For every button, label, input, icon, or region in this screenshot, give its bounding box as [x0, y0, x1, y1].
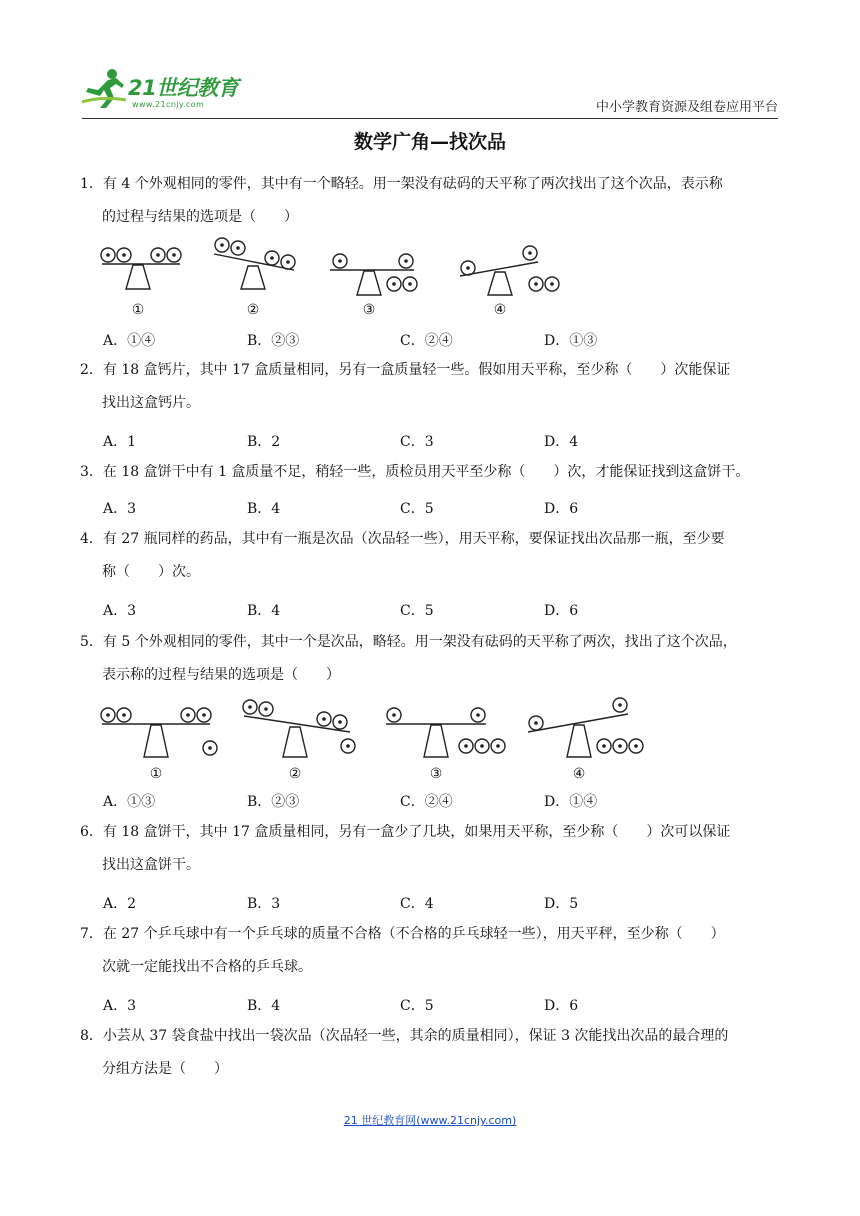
- header-divider: [82, 118, 778, 119]
- option-a[interactable]: A．3: [103, 501, 137, 517]
- question-stem-cont: 分组方法是（ ）: [102, 1061, 228, 1077]
- option-b[interactable]: B．3: [247, 896, 281, 912]
- option-c[interactable]: C．4: [400, 896, 434, 912]
- runner-icon: [82, 66, 128, 110]
- logo-text: 21世纪教育: [128, 76, 239, 100]
- option-a[interactable]: A．1: [103, 434, 137, 450]
- option-b[interactable]: B．2: [247, 434, 281, 450]
- balance-3: [386, 708, 505, 757]
- option-a[interactable]: A．3: [103, 998, 137, 1014]
- options-q7: [103, 995, 763, 1017]
- options-q1: [103, 330, 763, 352]
- platform-name: 中小学教育资源及组卷应用平台: [595, 100, 778, 115]
- balance-3: [330, 254, 417, 295]
- options-q4: [103, 600, 763, 622]
- option-c[interactable]: C．5: [400, 998, 434, 1014]
- question-stem: 8．小芸从 37 袋食盐中找出一袋次品（次品轻一些，其余的质量相同），保证 3 次能找出次品的最合理的: [80, 1028, 729, 1044]
- question-stem: 6．有 18 盒饼干，其中 17 盒质量相同，另有一盒少了几块，如果用天平称，至少称（ ）次可以保证: [80, 824, 731, 840]
- options-q3: [103, 498, 763, 520]
- option-d[interactable]: D．6: [544, 998, 579, 1014]
- question-stem-cont: 的过程与结果的选项是（ ）: [102, 209, 298, 225]
- balance-2: [243, 700, 355, 757]
- balance-1: [101, 248, 181, 289]
- balance-figure-q1: [98, 236, 578, 320]
- figure-label: ①: [131, 302, 145, 318]
- question-3: [80, 456, 780, 489]
- question-stem-cont: 找出这盒饼干。: [102, 857, 200, 873]
- question-7: [80, 918, 780, 984]
- option-b[interactable]: B．4: [247, 603, 281, 619]
- figure-label: ①: [149, 766, 163, 782]
- question-4: [80, 523, 780, 589]
- balance-1: [101, 708, 217, 757]
- balance-4: [528, 698, 643, 757]
- question-stem: 4．有 27 瓶同样的药品，其中有一瓶是次品（次品轻一些），用天平称，要保证找出次品那一瓶，至少要: [80, 531, 725, 547]
- question-stem: 1．有 4 个外观相同的零件，其中有一个略轻。用一架没有砝码的天平称了两次找出了这个次品，表示称: [80, 176, 723, 192]
- question-stem: 2．有 18 盒钙片，其中 17 盒质量相同，另有一盒质量轻一些。假如用天平称，至少称（ ）次能保证: [80, 362, 731, 378]
- option-c[interactable]: C．②④: [400, 794, 453, 810]
- option-d[interactable]: D．6: [544, 603, 579, 619]
- option-d[interactable]: D．6: [544, 501, 579, 517]
- question-5: [80, 626, 780, 692]
- question-8: [80, 1020, 780, 1086]
- option-d[interactable]: D．①③: [544, 333, 598, 349]
- option-b[interactable]: B．4: [247, 501, 281, 517]
- page-title: 数学广角—找次品: [353, 131, 506, 153]
- options-q5: [103, 791, 763, 813]
- option-b[interactable]: B．4: [247, 998, 281, 1014]
- question-stem: 7．在 27 个乒乓球中有一个乒乓球的质量不合格（不合格的乒乓球轻一些），用天平秤，至少称（ ）: [80, 926, 725, 942]
- footer-link[interactable]: 21 世纪教育网(www.21cnjy.com): [343, 1114, 517, 1127]
- question-stem-cont: 表示称的过程与结果的选项是（ ）: [102, 667, 340, 683]
- option-d[interactable]: D．5: [544, 896, 579, 912]
- figure-label: ④: [493, 302, 507, 318]
- option-a[interactable]: A．①③: [103, 794, 156, 810]
- balance-2: [214, 238, 295, 289]
- option-c[interactable]: C．3: [400, 434, 434, 450]
- question-stem-cont: 找出这盒钙片。: [102, 395, 200, 411]
- logo-url: www.21cnjy.com: [132, 100, 205, 109]
- question-stem-cont: 称（ ）次。: [102, 564, 200, 580]
- option-b[interactable]: B．②③: [247, 333, 300, 349]
- option-a[interactable]: A．3: [103, 603, 137, 619]
- balance-figure-q5: [98, 694, 658, 786]
- question-stem: 5．有 5 个外观相同的零件，其中一个是次品，略轻。用一架没有砝码的天平称了两次，找出了这个次品，: [80, 634, 737, 650]
- option-c[interactable]: C．②④: [400, 333, 453, 349]
- question-stem-cont: 次就一定能找出不合格的乒乓球。: [102, 959, 312, 975]
- figure-label: ③: [362, 302, 376, 318]
- figure-label: ②: [288, 766, 302, 782]
- option-d[interactable]: D．4: [544, 434, 579, 450]
- figure-label: ②: [246, 302, 260, 318]
- option-a[interactable]: A．①④: [103, 333, 156, 349]
- options-q6: [103, 893, 763, 915]
- question-2: [80, 354, 780, 420]
- option-c[interactable]: C．5: [400, 501, 434, 517]
- option-c[interactable]: C．5: [400, 603, 434, 619]
- options-q2: [103, 431, 763, 453]
- option-a[interactable]: A．2: [103, 896, 137, 912]
- question-6: [80, 816, 780, 882]
- balance-4: [460, 246, 559, 295]
- question-stem: 3．在 18 盒饼干中有 1 盒质量不足，稍轻一些，质检员用天平至少称（ ）次，才能保证找到这盒饼干。: [80, 464, 750, 480]
- logo: [82, 66, 252, 116]
- figure-label: ③: [429, 766, 443, 782]
- question-1: [80, 168, 780, 234]
- option-b[interactable]: B．②③: [247, 794, 300, 810]
- option-d[interactable]: D．①④: [544, 794, 598, 810]
- figure-label: ④: [572, 766, 586, 782]
- page-header: [82, 66, 778, 118]
